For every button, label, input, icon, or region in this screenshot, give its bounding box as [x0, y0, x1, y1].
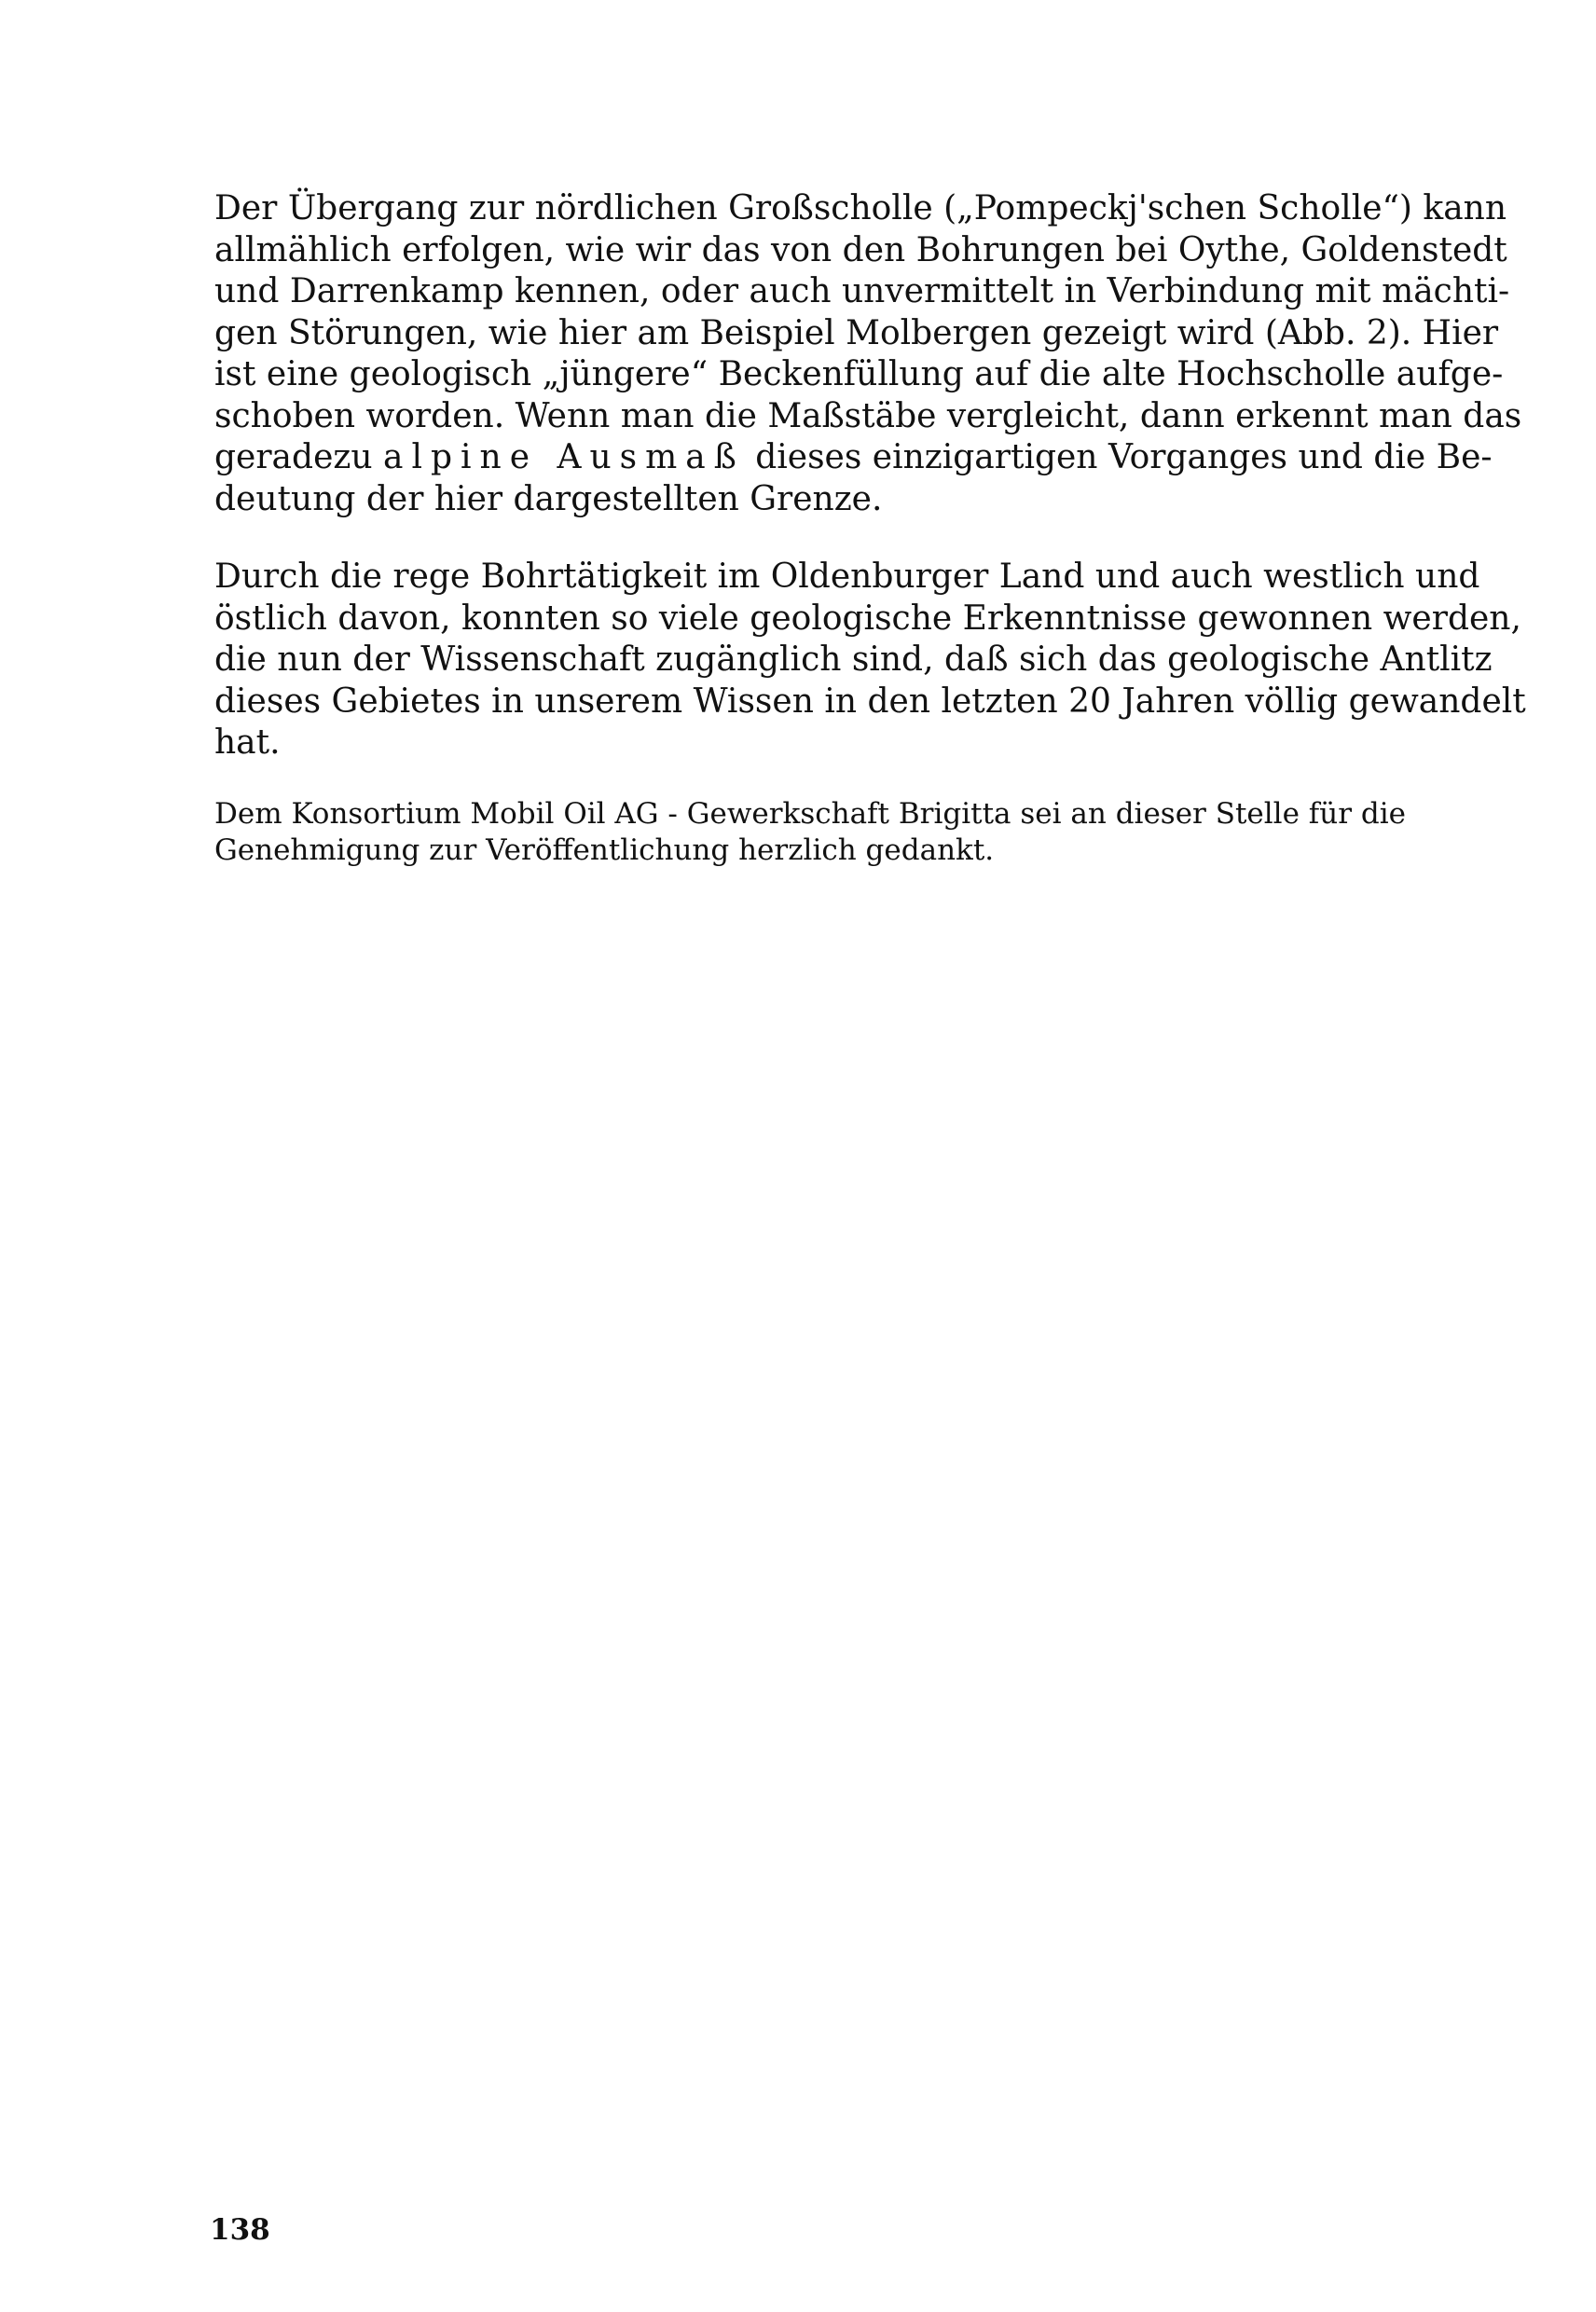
paragraph-transition	[214, 188, 1522, 520]
emphasized-spaced-text: alpine Ausmaß	[382, 438, 745, 476]
text-line: dieses Gebietes in unserem Wissen in den letzten 20 Jahren völlig gewandelt	[214, 681, 1526, 721]
text-line: allmählich erfolgen, wie wir das von den Bohrungen bei Oythe, Goldenstedt	[214, 230, 1507, 269]
text-line: die nun der Wissenschaft zugänglich sind, daß sich das geologische Antlitz	[214, 640, 1493, 679]
text-line-end: dieses einzigartigen Vorganges und die Be-	[755, 438, 1493, 476]
text-line: schoben worden. Wenn man die Maßstäbe vergleicht, dann erkennt man das	[214, 396, 1522, 435]
text-line: deutung der hier dargestellten Grenze.	[214, 479, 883, 518]
text-line: Der Übergang zur nördlichen Großscholle („Pompeckj'schen Scholle“) kann	[214, 189, 1507, 227]
page-number: 138	[210, 2213, 270, 2247]
text-line: hat.	[214, 723, 281, 762]
text-line: östlich davon, konnten so viele geologische Erkenntnisse gewonnen werden,	[214, 599, 1521, 638]
paragraph-drilling-activity	[214, 557, 1526, 764]
text-line: ist eine geologisch „jüngere“ Beckenfüllung auf die alte Hochscholle aufge-	[214, 355, 1504, 393]
text-line: Genehmigung zur Veröffentlichung herzlich gedankt.	[214, 833, 995, 867]
text-line: Dem Konsortium Mobil Oil AG - Gewerkschaft Brigitta sei an dieser Stelle für die	[214, 797, 1407, 831]
text-line: und Darrenkamp kennen, oder auch unvermittelt in Verbindung mit mächti-	[214, 272, 1510, 310]
text-line: Durch die rege Bohrtätigkeit im Oldenburger Land und auch westlich und	[214, 557, 1480, 596]
text-line	[214, 437, 1493, 479]
text-line-start: geradezu	[214, 438, 373, 476]
text-line: gen Störungen, wie hier am Beispiel Molbergen gezeigt wird (Abb. 2). Hier	[214, 313, 1499, 352]
acknowledgement-paragraph	[214, 796, 1407, 869]
